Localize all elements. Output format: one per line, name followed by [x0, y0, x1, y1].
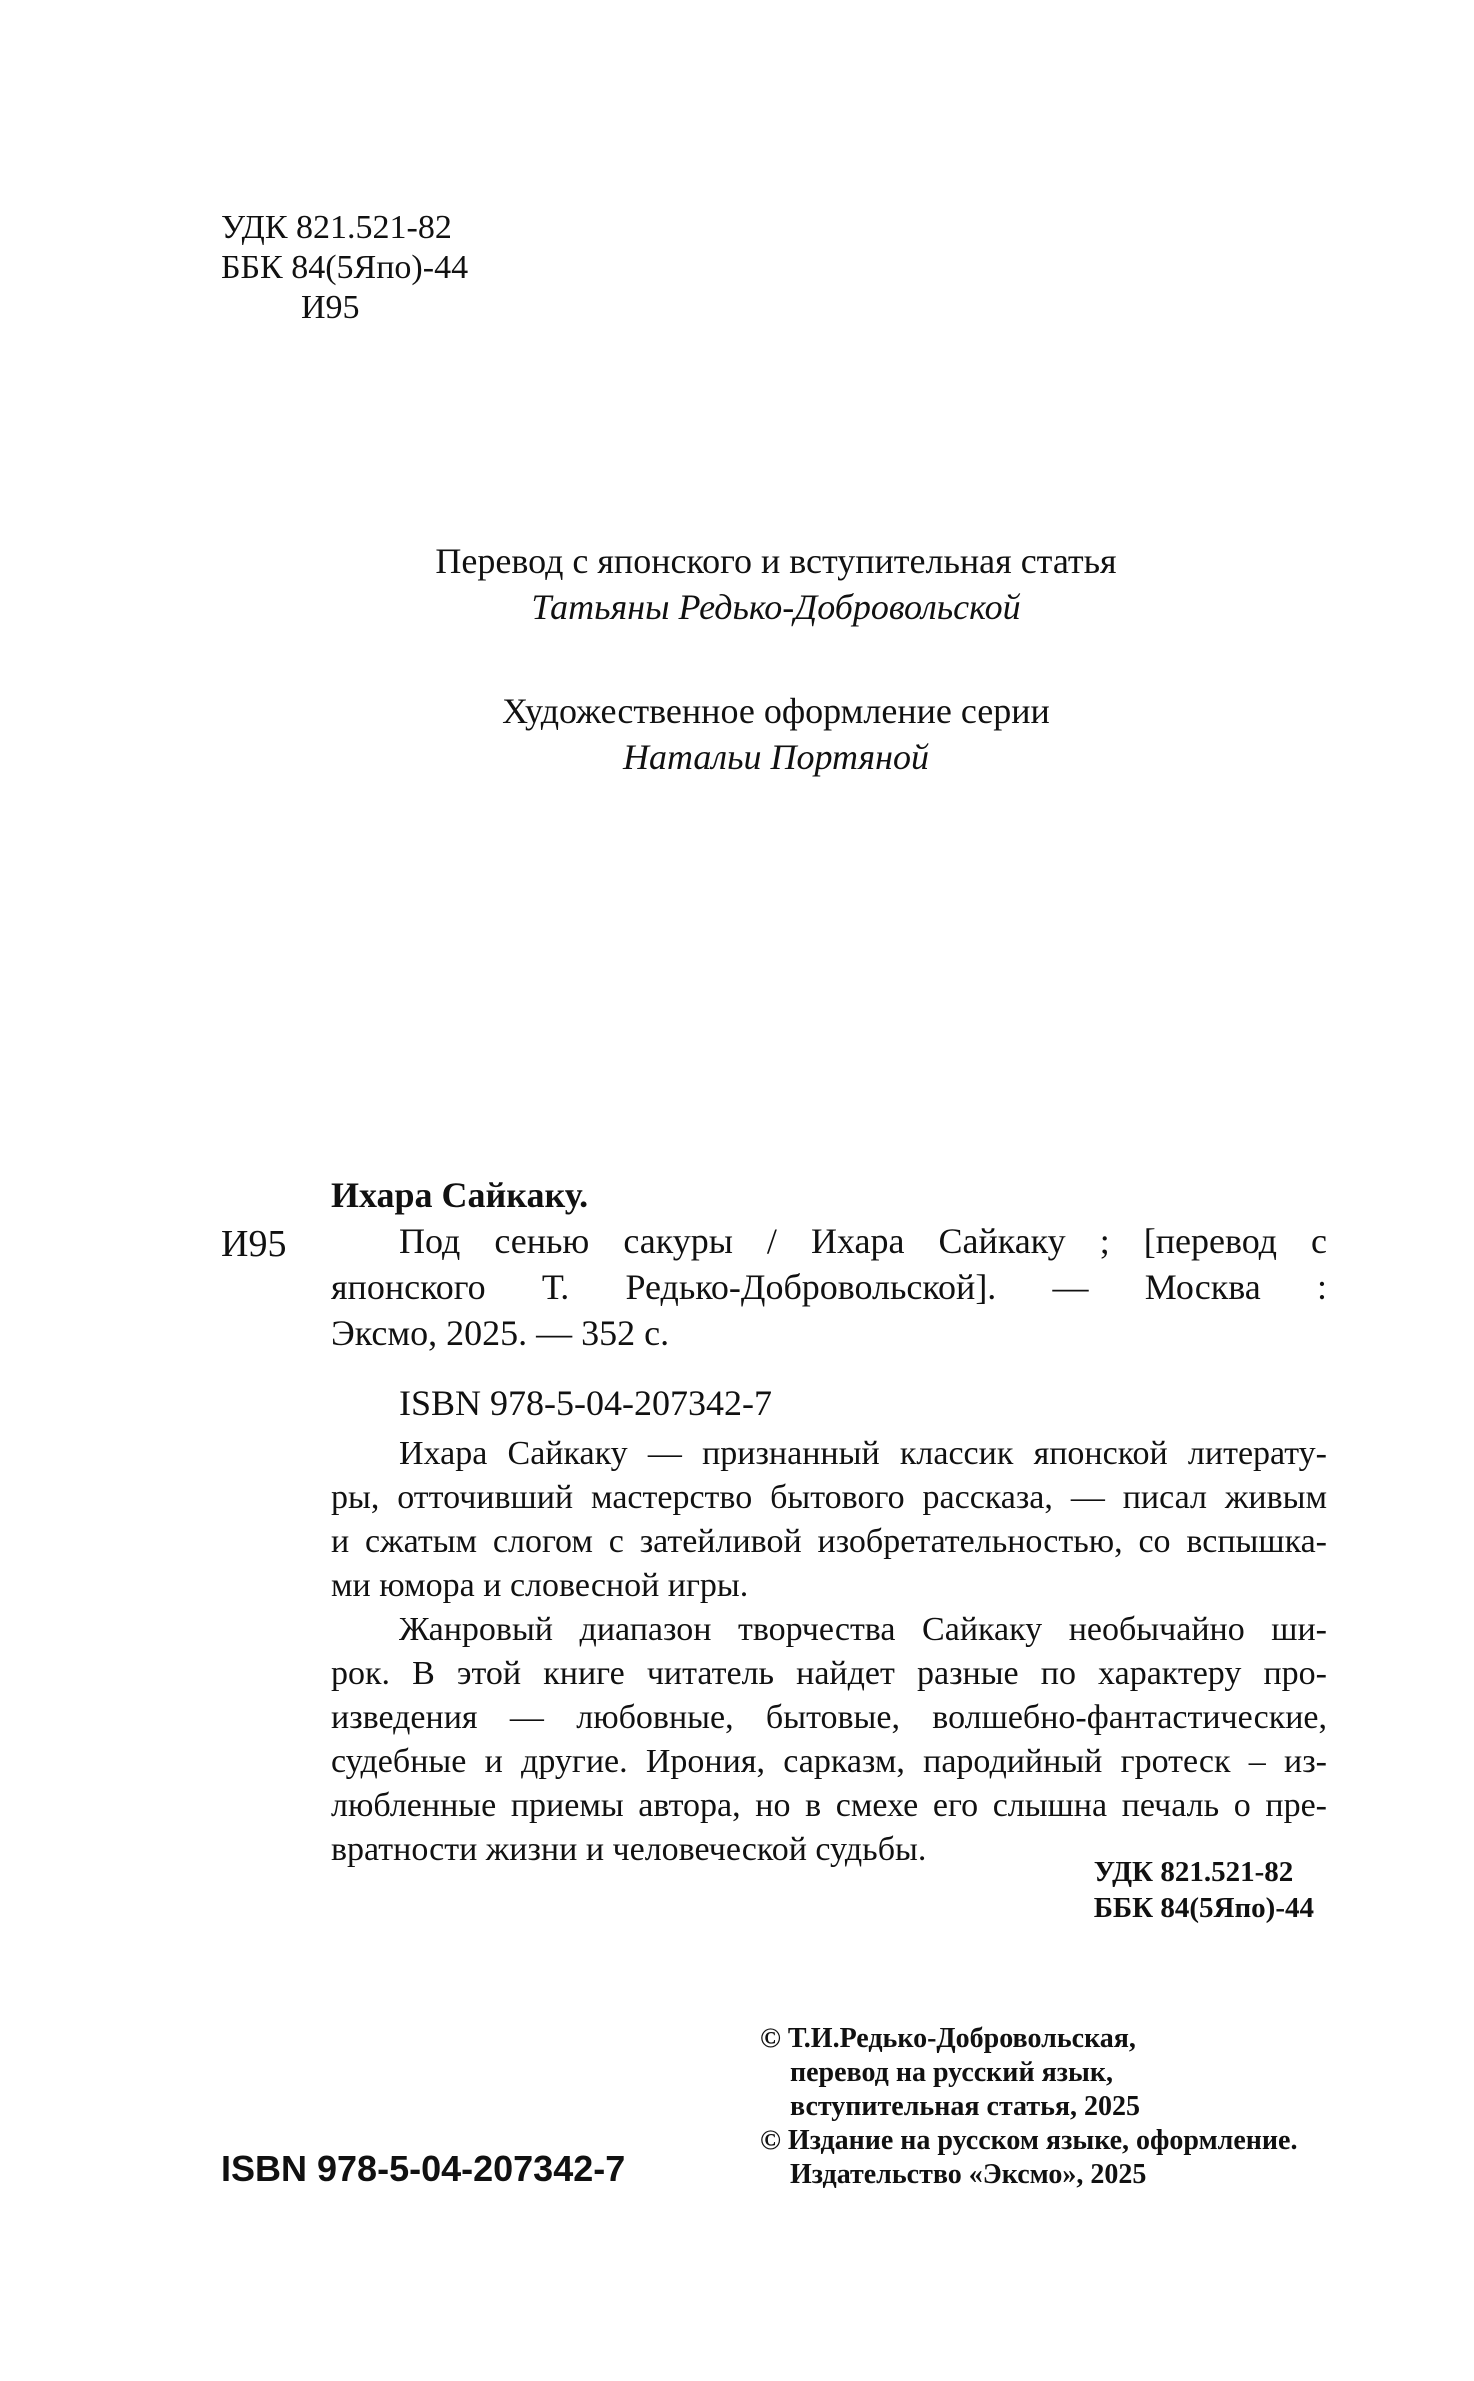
abstract-line: любленные приемы автора, но в смехе его слышна печаль о пре-	[331, 1787, 1327, 1824]
catalog-isbn	[331, 1380, 1327, 1426]
abstract-line: ми юмора и словесной игры.	[331, 1567, 749, 1604]
translator-name: Татьяны Редько-Добровольской	[531, 587, 1021, 627]
translation-credit	[0, 538, 1474, 630]
designer-name: Натальи Портяной	[622, 737, 930, 777]
bbk-code-right: ББК 84(5Япо)-44	[1093, 1892, 1314, 1924]
translation-label: Перевод с японского и вступительная статья	[435, 541, 1117, 581]
abstract	[331, 1432, 1327, 1872]
entry-line: Эксмо, 2025. — 352 с.	[331, 1313, 670, 1353]
design-credit	[0, 688, 1474, 780]
copyright-line: © Т.И.Редько-Добровольская,	[760, 2023, 1136, 2054]
bbk-code: ББК 84(5Япо)-44	[221, 249, 469, 286]
author-sign: И95	[301, 289, 360, 326]
abstract-line: судебные и другие. Ирония, сарказм, пародийный гротеск – из-	[331, 1743, 1327, 1780]
catalog-author-sign: И95	[221, 1223, 287, 1265]
copyright-line: © Издание на русском языке, оформление.	[760, 2125, 1298, 2156]
entry-line: Под сенью сакуры / Ихара Сайкаку ; [перевод с	[399, 1221, 1327, 1261]
catalog-entry	[331, 1218, 1327, 1356]
isbn-bottom: ISBN 978-5-04-207342-7	[221, 2148, 626, 2189]
abstract-line: и сжатым слогом с затейливой изобретательностью, со вспышка-	[331, 1523, 1327, 1560]
udk-code: УДК 821.521-82	[221, 209, 452, 246]
design-label: Художественное оформление серии	[502, 691, 1050, 731]
copyright-block	[760, 2022, 1297, 2192]
abstract-line: рок. В этой книге читатель найдет разные по характеру про-	[331, 1655, 1327, 1692]
classification-codes-right	[1094, 1854, 1314, 1926]
entry-line: японского Т. Редько-Добровольской]. — Москва :	[331, 1267, 1327, 1307]
abstract-line: изведения — любовные, бытовые, волшебно-фантастические,	[331, 1699, 1327, 1736]
udk-code-right: УДК 821.521-82	[1093, 1856, 1294, 1888]
isbn-text: ISBN 978-5-04-207342-7	[399, 1383, 772, 1423]
classification-block	[221, 208, 468, 328]
copyright-line: Издательство «Эксмо», 2025	[790, 2159, 1147, 2190]
abstract-line: вратности жизни и человеческой судьбы.	[331, 1831, 927, 1868]
copyright-line: перевод на русский язык,	[790, 2057, 1113, 2088]
abstract-line: Жанровый диапазон творчества Сайкаку необычайно ши-	[399, 1611, 1327, 1648]
abstract-line: ры, отточивший мастерство бытового рассказа, — писал живым	[331, 1479, 1327, 1516]
catalog-author-heading: Ихара Сайкаку.	[331, 1175, 589, 1215]
abstract-line: Ихара Сайкаку — признанный классик японской литерату-	[399, 1435, 1327, 1472]
copyright-line: вступительная статья, 2025	[790, 2091, 1141, 2122]
